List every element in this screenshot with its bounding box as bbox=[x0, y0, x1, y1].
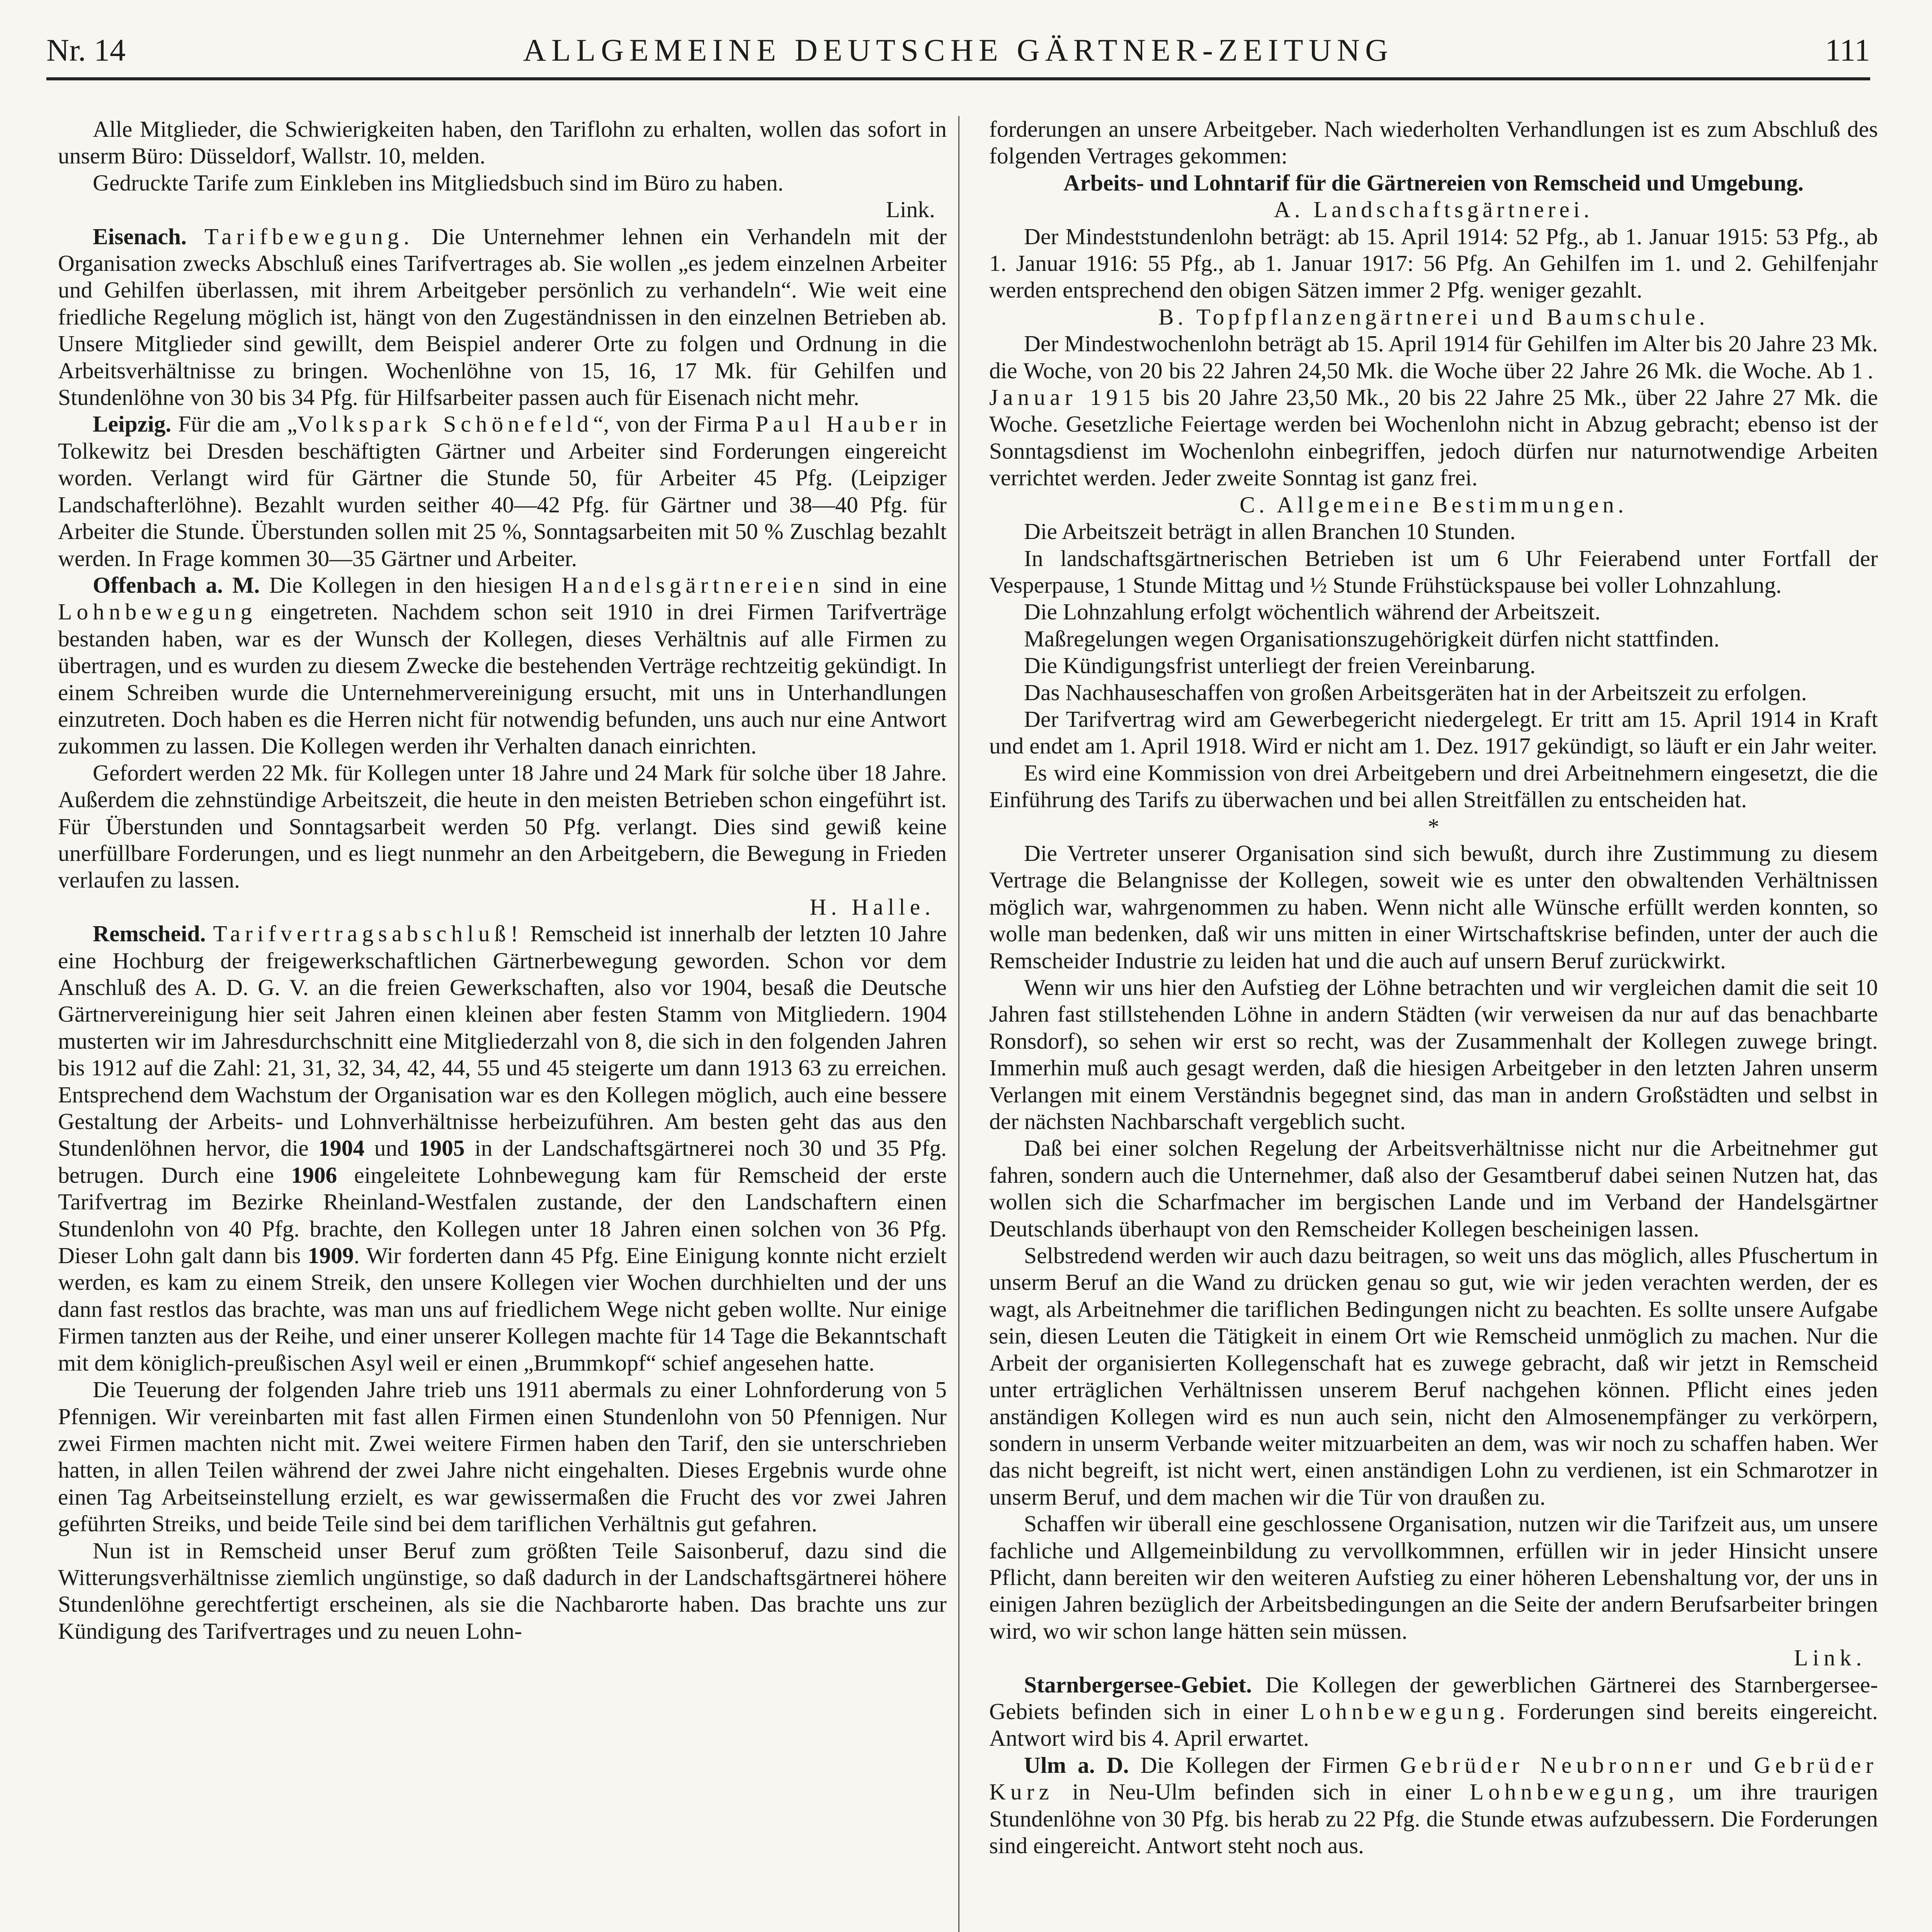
article-text: und bbox=[364, 1135, 419, 1161]
place-name: Offenbach a. M. bbox=[93, 572, 260, 598]
paragraph-continued: forderungen an unsere Arbeitgeber. Nach wiederholten Verhandlungen ist es zum Abschluß des folgenden Vertrages gekommen: bbox=[989, 116, 1878, 169]
paragraph-section-a: Der Mindeststundenlohn beträgt: ab 15. April 1914: 52 Pfg., ab 1. Januar 1915: 53 Pfg., ab 1. Januar 1916: 55 Pfg., ab 1. Januar 1917: 56 Pfg. An Gehilfen im 1. und 2. Gehilfenjahr werden entsprechend den obigen Sätzen immer 2 Pfg. weniger gezahlt. bbox=[989, 223, 1878, 303]
article-text: in Tolkewitz bei Dresden beschäftigten Gärtner und Arbeiter sind Forderungen eingereicht worden. Verlangt wird für Gärtner die Stunde 50, für Arbeiter 45 Pfg. (Leipziger Landschafterlöhne). Bezahlt wurden seither 40—42 Pfg. für Gärtner und 38—40 Pfg. für Arbeiter die Stunde. Überstunden sollen mit 25 %, Sonntagsarbeiten mit 50 % Zuschlag bezahlt werden. In Frage kommen 30—35 Gärtner und Arbeiter. bbox=[58, 411, 947, 571]
section-heading-b: B. Topfpflanzengärtnerei und Baumschule. bbox=[1158, 304, 1709, 330]
paragraph-text: Der Mindestwochenlohn beträgt ab 15. April 1914 für Gehilfen im Alter bis 20 Jahre 23 Mk. die Woche, von 20 bis 22 Jahren 24,50 Mk. die Woche über 22 Jahre 26 Mk. die Woche. Ab bbox=[989, 331, 1878, 383]
article-text: Die Kollegen der gewerblichen Gärtnerei des Starnbergersee-Gebiets befinden sich in einer bbox=[989, 1672, 1878, 1724]
article-text: Remscheid ist innerhalb der letzten 10 Jahre eine Hochburg der freigewerkschaftlichen Gärtnerbewegung geworden. Schon vor dem Anschluß des A. D. G. V. an die freien Gewerkschaften, also vor 1904, besaß die Deutsche Gärtnervereinigung hier seit Jahren einen kleinen aber festen Stamm von Mitgliedern. 1904 musterten wir im Jahresdurchschnitt eine Mitgliederzahl von 8, die sich in den folgenden Jahren bis 1912 auf die Zahl: 21, 31, 32, 34, 42, 44, 55 und 45 steigerte um dann 1913 63 zu erreichen. Entsprechend dem Wachstum der Organisation war es den Kollegen möglich, auch eine bessere Gestaltung der Arbeits- und Lohnverhältnisse herbeizuführen. Am besten geht das aus den Stundenlöhnen hervor, die bbox=[58, 921, 947, 1161]
paragraph-remscheid-season: Nun ist in Remscheid unser Beruf zum größten Teile Saisonberuf, dazu sind die Witterungsverhältnisse ziemlich ungünstige, so daß dadurch in der Landschaftsgärtnerei höhere Stundenlöhne gerechtfertigt erscheinen, als sie die Nachbarorte haben. Das brachte uns zur Kündigung des Tarifvertrages und zu neuen Lohn- bbox=[58, 1537, 947, 1644]
provision-payment: Die Lohnzahlung erfolgt wöchentlich während der Arbeitszeit. bbox=[1024, 599, 1600, 625]
article-topic: Tarifbewegung. bbox=[204, 223, 414, 249]
article-leipzig bbox=[58, 411, 947, 571]
article-starnbergersee bbox=[989, 1672, 1878, 1752]
article-eisenach bbox=[58, 223, 947, 411]
bold-year: 1906 bbox=[291, 1162, 337, 1188]
place-name: Leipzig. bbox=[93, 411, 172, 437]
issue-number: Nr. 14 bbox=[46, 32, 126, 68]
tariff-headline: Arbeits- und Lohntarif für die Gärtnereien von Remscheid und Umgebung. bbox=[1063, 170, 1804, 196]
article-text: und bbox=[1696, 1752, 1754, 1778]
article-offenbach bbox=[58, 572, 947, 760]
paragraph-offenbach-demands: Gefordert werden 22 Mk. für Kollegen unter 18 Jahre und 24 Mark für solche über 18 Jahre. Außerdem die zehnstündige Arbeitszeit, die heute in den meisten Betrieben schon eingeführt ist. Für Überstunden und Sonntagsarbeit werden 50 Pfg. verlangt. Dies sind gewiß keine unerfüllbare Forderungen, und es liegt nunmehr an den Arbeitgebern, die Bewegung in Frieden verlaufen zu lassen. bbox=[58, 760, 947, 893]
paragraph-tariff-notice: Alle Mitglieder, die Schwierigkeiten haben, den Tariflohn zu erhalten, wollen das sofort in unserm Büro: Düsseldorf, Wallstr. 10, melden. bbox=[58, 116, 947, 169]
article-text: eingeleitete Lohnbewegung kam für Remscheid der erste Tarifvertrag im Bezirke Rheinland-Westfalen zustande, der den Landschaftern einen Stundenlohn von 40 Pfg. brachte, den Kollegen unter 18 Jahren einen solchen von 36 Pfg. Dieser Lohn galt dann bis bbox=[58, 1162, 947, 1269]
place-name: Remscheid. bbox=[93, 921, 206, 947]
section-heading-c: C. Allgemeine Bestimmungen. bbox=[1240, 492, 1628, 517]
spaced-word: Lohnbewegung bbox=[1300, 1698, 1500, 1724]
spaced-word: Lohnbewegung bbox=[58, 599, 257, 625]
spaced-word: Lohnbewegung bbox=[1469, 1779, 1668, 1805]
provision-working-hours: Die Arbeitszeit beträgt in allen Branchen 10 Stunden. bbox=[1024, 519, 1516, 544]
paragraph-commentary-1: Die Vertreter unserer Organisation sind sich bewußt, durch ihre Zustimmung zu diesem Vertrage die Belangnisse der Kollegen, soweit wie es unter den obwaltenden Verhältnissen möglich war, wahrgenommen zu haben. Wenn nicht alle Wünsche erfüllt werden konnten, so wolle man bedenken, daß wir uns mitten in einer Wirtschaftskrise befinden, unter der auch die Remscheider Industrie zu leiden hat und die auch auf unsern Beruf zurückwirkt. bbox=[989, 840, 1878, 973]
spaced-date: 1. Januar 1915 bbox=[989, 357, 1878, 410]
spaced-name: Gebrüder Neubronner bbox=[1400, 1752, 1697, 1778]
place-name: Eisenach. bbox=[93, 223, 187, 249]
article-text: eingetreten. Nachdem schon seit 1910 in drei Firmen Tarifverträge bestanden haben, war es der Wunsch der Kollegen, dieses Verhältnis auf alle Firmen zu übertragen, und es wurden zu diesem Zwecke die bestehenden Verträge rechtzeitig gekündigt. In einem Schreiben wurde die Unternehmervereinigung ersucht, mit uns in Unterhandlungen einzutreten. Doch haben es die Herren nicht für notwendig befunden, uns auch nur eine Antwort zukommen zu lassen. Die Kollegen werden ihr Verhalten danach einrichten. bbox=[58, 599, 947, 759]
article-topic: Tarifvertragsabschluß! bbox=[213, 921, 523, 947]
provision-reprisals: Maßregelungen wegen Organisationszugehörigkeit dürfen nicht stattfinden. bbox=[1024, 626, 1719, 651]
paragraph-text: Gedruckte Tarife zum Einkleben ins Mitgliedsbuch sind im Büro zu haben. bbox=[93, 170, 784, 196]
paragraph-commentary-2: Wenn wir uns hier den Aufstieg der Löhne betrachten und wir vergleichen damit die seit 10 Jahren fast stillstehenden Löhne in andern Städten (wir verweisen da nur auf das benachbarte Ronsdorf), so sehen wir erst so recht, was der Zusammenhalt der Kollegen zuwege bringt. Immerhin muß auch gesagt werden, daß die hiesigen Arbeitgeber in den letzten Jahren unserm Verlangen mit einem Verständnis begegnet sind, das man in andern Großstädten und selbst in der nächsten Nachbarschaft vergeblich sucht. bbox=[989, 975, 1878, 1134]
article-text: . Wir forderten dann 45 Pfg. Eine Einigung konnte nicht erzielt werden, es kam zu einem Streik, den unsere Kollegen vier Wochen durchhielten und der uns dann fast restlos das brachte, was man uns auf friedlichem Wege nicht geben wollte. Nur einige Firmen tanzten aus der Reihe, und einer unserer Kollegen machte für 14 Tage die Bekanntschaft mit dem königlich-preußischen Asyl weil er einen „Brummkopf“ schief angesehen hatte. bbox=[58, 1243, 947, 1376]
provision-term: Der Tarifvertrag wird am Gewerbegericht niedergelegt. Er tritt am 15. April 1914 in Kraft und endet am 1. April 1918. Wird er nicht am 1. Dez. 1917 gekündigt, so läuft er ein Jahr weiter. bbox=[989, 706, 1878, 759]
column-divider bbox=[958, 116, 959, 1932]
right-column bbox=[989, 116, 1878, 1859]
paragraph-commentary-3: Daß bei einer solchen Regelung der Arbeitsverhältnisse nicht nur die Arbeitnehmer gut fahren, sondern auch die Unternehmer, daß also der Gesamtberuf dabei seinen Nutzen hat, das wollen sich die Scharfmacher im bergischen Lande und im Verband der Handelsgärtner Deutschlands überhaupt von den Remscheider Kollegen bescheinigen lassen. bbox=[989, 1135, 1878, 1242]
bold-year: 1904 bbox=[318, 1135, 365, 1161]
paragraph-commentary-4: Selbstredend werden wir auch dazu beitragen, so weit uns das möglich, alles Pfuschertum in unserm Beruf an die Wand zu drücken genau so gut, wie wir jeden verachten werden, der es wagt, als Arbeitnehmer die tariflichen Bedingungen nicht zu beachten. Es sollte unsere Aufgabe sein, diesen Leuten die Tätigkeit in einem Ort wie Remscheid unmöglich zu machen. Nur die Arbeit der organisierten Kollegenschaft hat es zuwege gebracht, daß wir jetzt in Remscheid unter erträglichen Verhältnissen unserem Beruf nachgehen können. Pflicht eines jeden anständigen Kollegen wird es nun auch sein, nicht den Almosenempfänger zu verkörpern, sondern in unserm Verbande weiter mitzuarbeiten an dem, was wir noch zu schaffen haben. Wer das nicht begreift, ist nicht wert, einen anständigen Lohn zu verdienen, ist ein Schmarotzer in unserm Beruf, und dem machen wir die Tür von draußen zu. bbox=[989, 1243, 1878, 1510]
left-column bbox=[58, 116, 947, 1645]
provision-closing-time: In landschaftsgärtnerischen Betrieben ist um 6 Uhr Feierabend unter Fortfall der Vesperpause, 1 Stunde Mittag und ½ Stunde Frühstückspause bei voller Lohnzahlung. bbox=[989, 545, 1878, 598]
paragraph-text: bis 20 Jahre 23,50 Mk., 20 bis 22 Jahre 25 Mk., über 22 Jahre 27 Mk. die Woche. Gesetzliche Feiertage werden bei Wochenlohn nicht in Abzug gebracht; ebenso ist der Sonntagsdienst im Wochenlohn einbegriffen, jedoch dürfen nur naturnotwendige Arbeiten verrichtet werden. Jeder zweite Sonntag ist ganz frei. bbox=[989, 384, 1878, 491]
spaced-name: Volkspark Schönefeld bbox=[297, 411, 593, 437]
signature: H. Halle. bbox=[810, 894, 935, 920]
article-ulm bbox=[989, 1752, 1878, 1859]
section-separator: * bbox=[1428, 813, 1439, 839]
article-text: sind in eine bbox=[824, 572, 947, 598]
provision-tools: Das Nachhauseschaffen von großen Arbeitsgeräten hat in der Arbeitszeit zu erfolgen. bbox=[1024, 679, 1807, 705]
article-text: , um ihre traurigen Stundenlöhne von 30 Pfg. bis herab zu 22 Pfg. die Stunde etwas aufzubessern. Die Forderungen sind eingereicht. Antwort steht noch aus. bbox=[989, 1779, 1878, 1858]
article-text: Die Unternehmer lehnen ein Verhandeln mit der Organisation zwecks Abschluß eines Tarifvertrages ab. Sie wollen „es jedem einzelnen Arbeiter und Gehilfen überlassen, mit ihrem Arbeitgeber persönlich zu verhandeln“. Wie weit eine friedliche Regelung möglich ist, hängt von den Zugeständnissen in den einzelnen Betrieben ab. Unsere Mitglieder sind gewillt, dem Beispiel anderer Orte zu folgen und Ordnung in die Arbeitsverhältnisse zu bringen. Wochenlöhne von 15, 16, 17 Mk. für Gehilfen und Stundenlöhne von 30 bis 34 Pfg. für Hilfsarbeiter passen auch für Eisenach nicht mehr. bbox=[58, 223, 947, 410]
paragraph-section-b bbox=[989, 330, 1878, 491]
paragraph-tariff-print bbox=[58, 170, 947, 196]
article-text: Die Kollegen der Firmen bbox=[1140, 1752, 1400, 1778]
article-remscheid bbox=[58, 920, 947, 1376]
section-heading-a: A. Landschaftsgärtnerei. bbox=[1274, 197, 1594, 223]
article-text: Die Kollegen in den hiesigen bbox=[269, 572, 562, 598]
paragraph-remscheid-1911: Die Teuerung der folgenden Jahre trieb uns 1911 abermals zu einer Lohnforderung von 5 Pfennigen. Wir vereinbarten mit fast allen Firmen einen Stundenlohn von 50 Pfennigen. Nur zwei Firmen machten nicht mit. Zwei weitere Firmen haben den Tarif, den sie unterschrieben hatten, in allen Teilen während der zwei Jahre nicht eingehalten. Dieses Ergebnis wurde ohne einen Tag Arbeitseinstellung erzielt, es war gewissermaßen die Frucht des vor zwei Jahren geführten Streiks, und beide Teile sind bei dem tariflichen Verhältnis gut gefahren. bbox=[58, 1377, 947, 1537]
spaced-name: Paul Hauber bbox=[755, 411, 922, 437]
signature: Link. bbox=[1794, 1645, 1866, 1671]
article-text: . Forderungen sind bereits eingereicht. Antwort wird bis 4. April erwartet. bbox=[989, 1698, 1878, 1751]
bold-year: 1905 bbox=[418, 1135, 465, 1161]
spaced-name: Gebrüder Kurz bbox=[989, 1752, 1878, 1805]
page-number: 111 bbox=[1825, 32, 1870, 68]
article-text: Für die am „ bbox=[178, 411, 298, 437]
article-text: “, von der Firma bbox=[593, 411, 756, 437]
article-text: in der Landschaftsgärtnerei noch 30 und 35 Pfg. betrugen. Durch eine bbox=[58, 1135, 947, 1188]
bold-year: 1909 bbox=[308, 1243, 354, 1269]
provision-notice-period: Die Kündigungsfrist unterliegt der freien Vereinbarung. bbox=[1024, 653, 1536, 679]
place-name: Ulm a. D. bbox=[1024, 1752, 1129, 1778]
paragraph-commentary-5: Schaffen wir überall eine geschlossene Organisation, nutzen wir die Tarifzeit aus, um unsere fachliche und Allgemeinbildung zu vervollkommnen, erfüllen wir in jeder Hinsicht unsere Pflicht, dann bereiten wir den weiteren Aufstieg zu einer höheren Lebenshaltung vor, der uns in einigen Jahren bezüglich der Arbeitsbedingungen an die Seite der andern Berufsarbeiter bringen wird, wo wir schon lange hätten sein müssen. bbox=[989, 1511, 1878, 1644]
provision-commission: Es wird eine Kommission von drei Arbeitgebern und drei Arbeitnehmern eingesetzt, die die Einführung des Tarifs zu überwachen und bei allen Streitfällen zu entscheiden hat. bbox=[989, 760, 1878, 813]
newspaper-title: ALLGEMEINE DEUTSCHE GÄRTNER-ZEITUNG bbox=[523, 32, 1394, 68]
article-text: in Neu-Ulm befinden sich in einer bbox=[1053, 1779, 1470, 1805]
spaced-word: Handelsgärtnereien bbox=[561, 572, 824, 598]
signature: Link. bbox=[886, 197, 935, 223]
page-header bbox=[46, 27, 1870, 80]
place-name: Starnbergersee-Gebiet. bbox=[1024, 1672, 1252, 1697]
